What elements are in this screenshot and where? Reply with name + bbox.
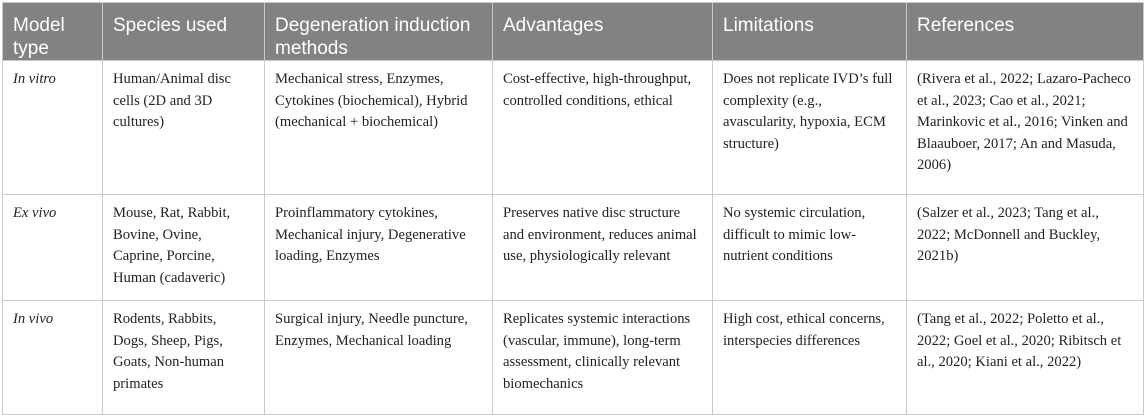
cell-model-type: In vitro bbox=[3, 61, 103, 195]
cell-limitations: High cost, ethical concerns, interspecies differences bbox=[713, 301, 907, 415]
cell-species: Rodents, Rabbits, Dogs, Sheep, Pigs, Goats, Non-human primates bbox=[103, 301, 265, 415]
cell-advantages: Preserves native disc structure and environment, reduces animal use, physiologically relevant bbox=[493, 195, 713, 301]
cell-methods: Mechanical stress, Enzymes, Cytokines (biochemical), Hybrid (mechanical + biochemical) bbox=[265, 61, 493, 195]
cell-species: Human/Animal disc cells (2D and 3D cultures) bbox=[103, 61, 265, 195]
header-species-used: Species used bbox=[103, 3, 265, 61]
cell-methods: Proinflammatory cytokines, Mechanical injury, Degenerative loading, Enzymes bbox=[265, 195, 493, 301]
header-advantages: Advantages bbox=[493, 3, 713, 61]
table-header bbox=[3, 3, 1144, 61]
cell-references: (Salzer et al., 2023; Tang et al., 2022; McDonnell and Buckley, 2021b) bbox=[907, 195, 1144, 301]
table-row bbox=[3, 195, 1144, 301]
cell-methods: Surgical injury, Needle puncture, Enzymes, Mechanical loading bbox=[265, 301, 493, 415]
table-body bbox=[3, 61, 1144, 415]
cell-limitations: No systemic circulation, difficult to mimic low-nutrient conditions bbox=[713, 195, 907, 301]
cell-model-type: Ex vivo bbox=[3, 195, 103, 301]
cell-model-type: In vivo bbox=[3, 301, 103, 415]
header-degeneration-methods: Degeneration induction methods bbox=[265, 3, 493, 61]
cell-species: Mouse, Rat, Rabbit, Bovine, Ovine, Caprine, Porcine, Human (cadaveric) bbox=[103, 195, 265, 301]
table-row bbox=[3, 301, 1144, 415]
cell-references: (Rivera et al., 2022; Lazaro-Pacheco et al., 2023; Cao et al., 2021; Marinkovic et al., 2016; Vinken and Blaauboer, 2017; An and Masuda, 2006) bbox=[907, 61, 1144, 195]
cell-limitations: Does not replicate IVD’s full complexity (e.g., avascularity, hypoxia, ECM structure) bbox=[713, 61, 907, 195]
header-row bbox=[3, 3, 1144, 61]
header-limitations: Limitations bbox=[713, 3, 907, 61]
header-references: References bbox=[907, 3, 1144, 61]
comparison-table bbox=[2, 2, 1144, 415]
cell-references: (Tang et al., 2022; Poletto et al., 2022; Goel et al., 2020; Ribitsch et al., 2020; Kiani et al., 2022) bbox=[907, 301, 1144, 415]
table-row bbox=[3, 61, 1144, 195]
cell-advantages: Replicates systemic interactions (vascular, immune), long-term assessment, clinically relevant biomechanics bbox=[493, 301, 713, 415]
header-model-type: Model type bbox=[3, 3, 103, 61]
cell-advantages: Cost-effective, high-throughput, controlled conditions, ethical bbox=[493, 61, 713, 195]
